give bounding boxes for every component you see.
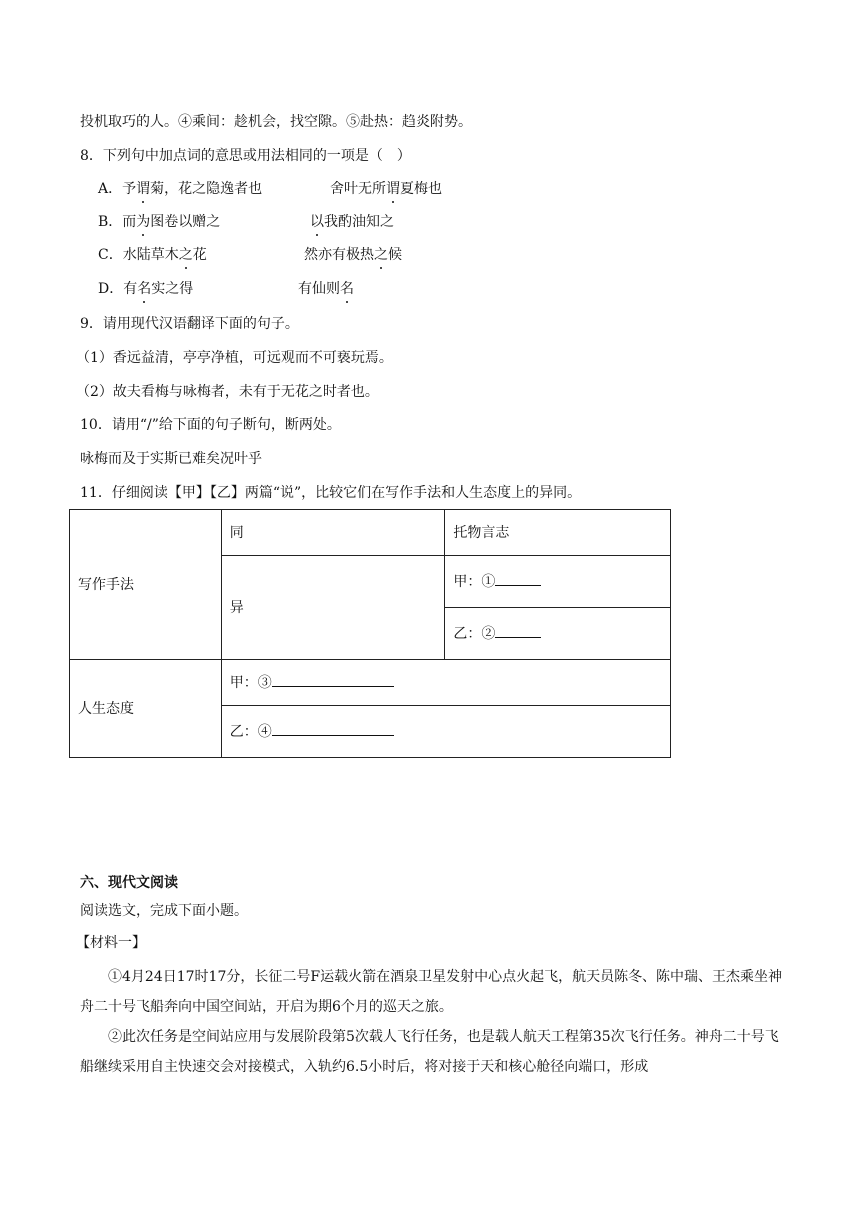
dotted-word: 之	[374, 247, 388, 263]
section-instruction: 阅读选文，完成下面小题。	[80, 903, 248, 919]
cell-diff-label: 异	[221, 556, 445, 660]
option-label: C．	[98, 247, 123, 263]
text: 予	[122, 181, 137, 197]
footnote-line: 投机取巧的人。④乘间：趁机会，找空隙。⑤赴热：趋炎附势。	[80, 114, 472, 130]
option-b-right	[310, 212, 394, 232]
answer-label: 乙：②	[453, 626, 496, 642]
dotted-word: 谓	[386, 181, 400, 197]
text: 水陆草木	[122, 247, 179, 263]
text: 候	[388, 247, 402, 263]
cell-jia-1	[445, 556, 671, 608]
answer-blank[interactable]	[272, 721, 394, 736]
question-9-sentence-1: （1）香远益清，亭亭净植，可远观而不可亵玩焉。	[76, 350, 393, 366]
text: 舍叶无所	[330, 181, 386, 197]
option-b	[98, 212, 220, 232]
dotted-word: 谓	[136, 181, 151, 197]
question-10-stem: 10．请用“/”给下面的句子断句，断两处。	[80, 417, 341, 433]
option-c-right	[304, 245, 402, 265]
option-a-right	[330, 179, 442, 199]
dotted-word: 名	[340, 281, 354, 297]
cell-yi-2	[445, 608, 671, 660]
row-header-attitude: 人生态度	[70, 660, 222, 758]
row-header-writing: 写作手法	[70, 510, 222, 660]
answer-label: 乙：④	[229, 724, 272, 740]
cell-yi-4	[221, 706, 670, 758]
section-heading: 六、现代文阅读	[80, 875, 178, 891]
question-11-stem: 11．仔细阅读【甲】【乙】两篇“说”，比较它们在写作手法和人生态度上的异同。	[80, 485, 582, 501]
text: 而	[122, 214, 137, 230]
dotted-word: 名	[137, 281, 152, 297]
answer-blank[interactable]	[495, 571, 541, 586]
option-c	[98, 245, 207, 265]
question-9-sentence-2: （2）故夫看梅与咏梅者，未有于无花之时者也。	[76, 384, 379, 400]
text: 我酌油知之	[324, 214, 394, 230]
option-d-right	[298, 279, 354, 299]
text: 然亦有极热	[304, 247, 374, 263]
text: 有	[123, 281, 138, 297]
text: 实之得	[151, 281, 194, 297]
text: 花	[192, 247, 207, 263]
comparison-table	[69, 509, 671, 758]
answer-label: 甲：①	[453, 574, 496, 590]
text: 图卷以赠之	[150, 214, 221, 230]
option-a	[98, 179, 262, 199]
answer-blank[interactable]	[272, 672, 394, 687]
answer-label: 甲：③	[229, 675, 272, 691]
dotted-word: 为	[136, 214, 151, 230]
text: 夏梅也	[400, 181, 442, 197]
option-label: A．	[98, 181, 123, 197]
text: 菊，花之隐逸者也	[150, 181, 263, 197]
paragraph-1: ①4月24日17时17分，长征二号F运载火箭在酒泉卫星发射中心点火起飞，航天员陈冬、陈中瑞、王杰乘坐神舟二十号飞船奔向中国空间站，开启为期6个月的巡天之旅。	[80, 969, 783, 1015]
option-label: B．	[98, 214, 123, 230]
cell-same-label: 同	[221, 510, 445, 556]
paragraph-2: ②此次任务是空间站应用与发展阶段第5次载人飞行任务，也是载人航天工程第35次飞行任务。神舟二十号飞船继续采用自主快速交会对接模式，入轨约6.5小时后，将对接于天和核心舱径向端口，形成	[80, 1029, 779, 1075]
question-9-stem: 9．请用现代汉语翻译下面的句子。	[80, 316, 299, 332]
option-d	[98, 279, 193, 299]
option-a-left	[122, 181, 262, 197]
dotted-word: 之	[178, 247, 193, 263]
cell-jia-3	[221, 660, 670, 706]
question-10-sentence: 咏梅而及于实斯已难矣况叶乎	[80, 451, 262, 467]
dotted-word: 以	[310, 214, 324, 230]
cell-same-value: 托物言志	[445, 510, 671, 556]
text: 有仙则	[298, 281, 340, 297]
question-8-stem: 8．下列句中加点词的意思或用法相同的一项是（ ）	[80, 148, 411, 164]
option-label: D．	[98, 281, 124, 297]
material-label: 【材料一】	[76, 935, 146, 951]
material-one-body	[80, 962, 784, 1082]
answer-blank[interactable]	[495, 623, 541, 638]
